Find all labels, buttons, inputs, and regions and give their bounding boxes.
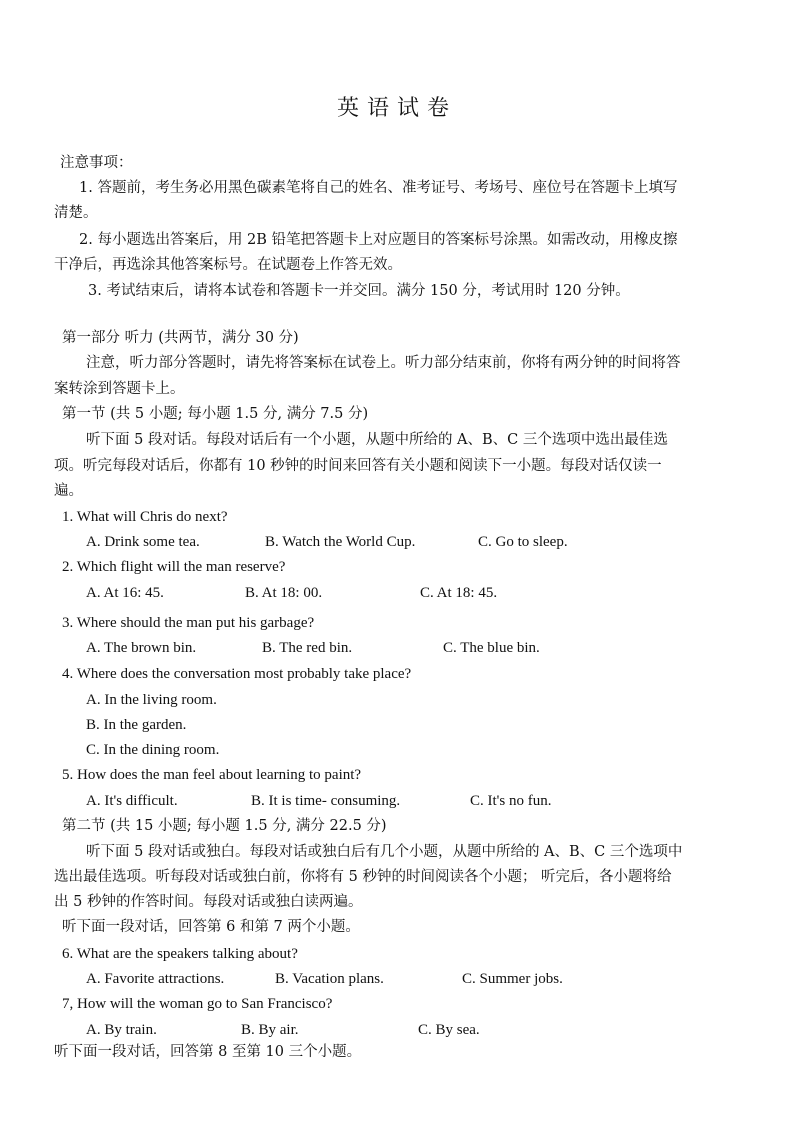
question-1: 1. What will Chris do next?: [62, 509, 228, 525]
group-instruction-8-10: 听下面一段对话，回答第 8 至第 10 三个小题。: [54, 1044, 362, 1060]
q7-option-b: B. By air.: [241, 1022, 299, 1038]
q5-option-b: B. It is time- consuming.: [251, 793, 401, 809]
q7-option-a: A. By train.: [86, 1022, 157, 1038]
q1-option-b: B. Watch the World Cup.: [265, 534, 416, 550]
section2-intro-end: 出 5 秒钟的作答时间。每段对话或独白读两遍。: [54, 894, 363, 910]
page-title: 英语试卷: [336, 96, 457, 121]
question-7: 7, How will the woman go to San Francisco?: [62, 996, 333, 1012]
q2-option-c: C. At 18: 45.: [420, 585, 498, 601]
q4-option-b: B. In the garden.: [86, 717, 187, 733]
question-5: 5. How does the man feel about learning to paint?: [62, 767, 362, 783]
notes-item-2: 2. 每小题选出答案后，用 2B 铅笔把答题卡上对应题目的答案标号涂黑。如需改动，用橡皮擦: [79, 232, 678, 248]
notes-item-1: 1. 答题前，考生务必用黑色碳素笔将自己的姓名、准考证号、考场号、座位号在答题卡上填写: [79, 180, 678, 196]
notes-item-2-cont: 干净后，再选涂其他答案标号。在试题卷上作答无效。: [54, 257, 402, 273]
group-instruction-6-7: 听下面一段对话，回答第 6 和第 7 两个小题。: [62, 919, 360, 935]
question-3: 3. Where should the man put his garbage?: [62, 615, 315, 631]
q4-option-c: C. In the dining room.: [86, 742, 220, 758]
q3-option-b: B. The red bin.: [262, 640, 353, 656]
q2-option-b: B. At 18: 00.: [245, 585, 323, 601]
section2-intro: 听下面 5 段对话或独白。每段对话或独白后有几个小题，从题中所给的 A、B、C 三个选项中: [86, 844, 683, 860]
section2-heading: 第二节 (共 15 小题; 每小题 1.5 分, 满分 22.5 分): [62, 818, 387, 834]
q3-option-c: C. The blue bin.: [443, 640, 540, 656]
section1-intro-end: 遍。: [54, 483, 83, 499]
section1-intro-cont: 项。听完每段对话后，你都有 10 秒钟的时间来回答有关小题和阅读下一小题。每段对话仅读一: [54, 458, 662, 474]
q6-option-c: C. Summer jobs.: [462, 971, 563, 987]
q5-option-a: A. It's difficult.: [86, 793, 178, 809]
part1-intro: 注意，听力部分答题时，请先将答案标在试卷上。听力部分结束前，你将有两分钟的时间将答: [86, 355, 681, 371]
q1-option-c: C. Go to sleep.: [478, 534, 568, 550]
q7-option-c: C. By sea.: [418, 1022, 480, 1038]
q1-option-a: A. Drink some tea.: [86, 534, 200, 550]
q2-option-a: A. At 16: 45.: [86, 585, 164, 601]
q5-option-c: C. It's no fun.: [470, 793, 552, 809]
q3-option-a: A. The brown bin.: [86, 640, 197, 656]
notes-item-1-cont: 清楚。: [54, 205, 98, 221]
question-6: 6. What are the speakers talking about?: [62, 946, 298, 962]
q6-option-b: B. Vacation plans.: [275, 971, 384, 987]
q4-option-a: A. In the living room.: [86, 692, 217, 708]
section2-intro-cont: 选出最佳选项。听每段对话或独白前，你将有 5 秒钟的时间阅读各个小题； 听完后，各小题将给: [54, 869, 672, 885]
section1-intro: 听下面 5 段对话。每段对话后有一个小题，从题中所给的 A、B、C 三个选项中选出最佳选: [86, 432, 668, 448]
notes-heading: 注意事项：: [60, 155, 133, 171]
question-2: 2. Which flight will the man reserve?: [62, 559, 286, 575]
section1-heading: 第一节 (共 5 小题; 每小题 1.5 分, 满分 7.5 分): [62, 406, 369, 422]
part1-heading: 第一部分 听力 (共两节，满分 30 分): [62, 330, 299, 346]
question-4: 4. Where does the conversation most probably take place?: [62, 666, 412, 682]
q6-option-a: A. Favorite attractions.: [86, 971, 225, 987]
notes-item-3: 3. 考试结束后，请将本试卷和答题卡一并交回。满分 150 分，考试用时 120 分钟。: [88, 283, 630, 299]
part1-intro-cont: 案转涂到答题卡上。: [54, 381, 185, 397]
